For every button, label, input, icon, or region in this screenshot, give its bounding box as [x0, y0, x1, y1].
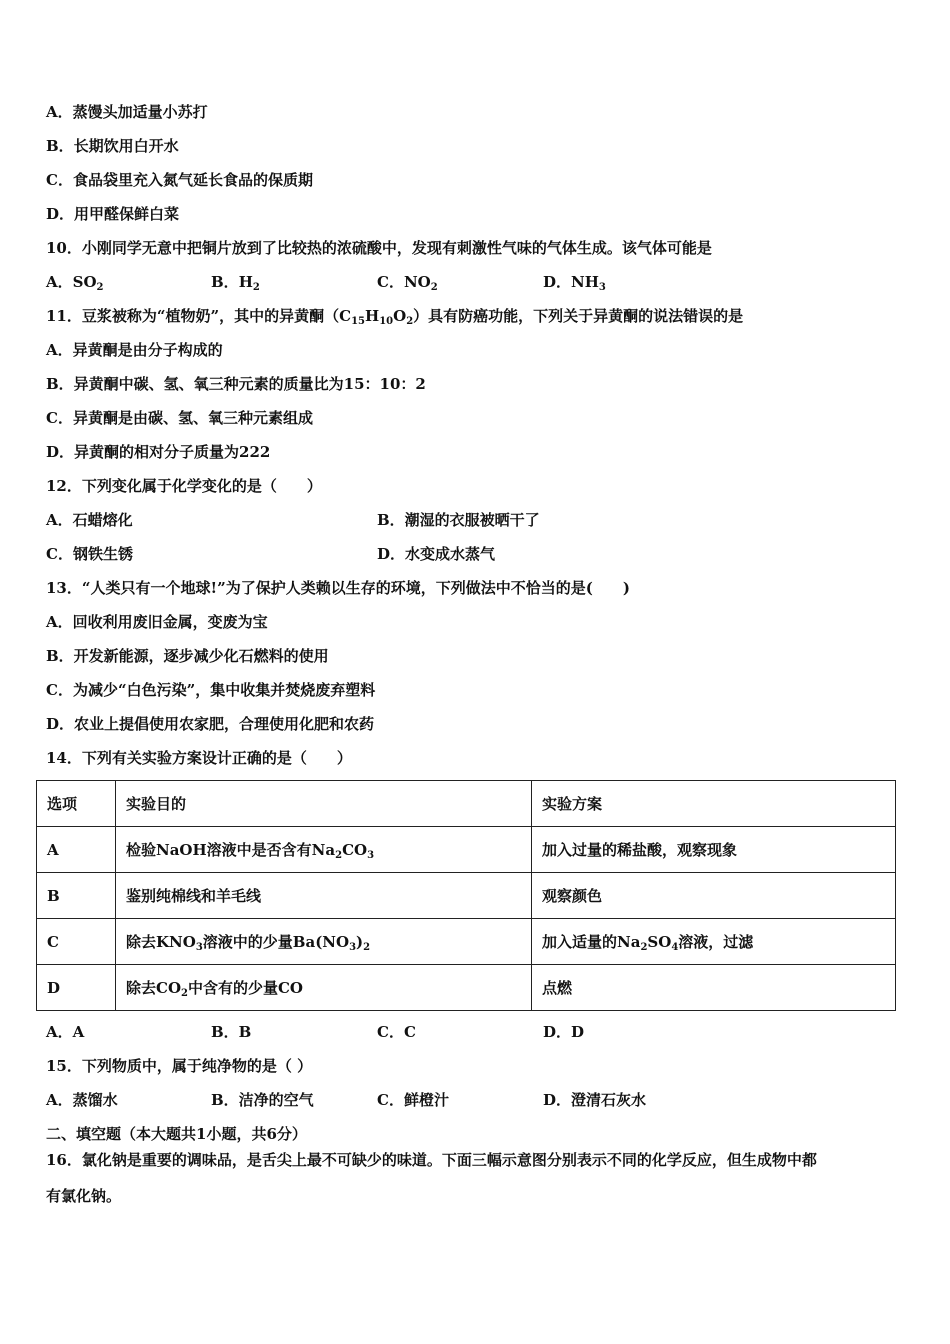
q11-stem: 11．豆浆被称为“植物奶”，其中的异黄酮$(C_{15}H_{10}O_2)$具有防癌功能，下列关于异黄酮的说法错误的是	[46, 307, 744, 327]
experiment-table	[36, 780, 896, 1011]
q9-option-d: D．用甲醛保鲜白菜	[46, 205, 180, 223]
q16-stem-line2: 有氯化钠。	[46, 1187, 122, 1205]
q13-option-c: C．为减少“白色污染”，集中收集并焚烧废弃塑料	[46, 681, 376, 699]
header-aim: 实验目的	[116, 781, 532, 827]
q12-option-c: C．钢铁生锈	[46, 545, 133, 563]
q13-stem: 13．“人类只有一个地球!”为了保护人类赖以生存的环境，下列做法中不恰当的是( )	[46, 579, 630, 597]
q15-stem: 15．下列物质中，属于纯净物的是（ ）	[46, 1057, 313, 1075]
table-row	[37, 919, 896, 965]
row-option: A	[37, 827, 116, 873]
q10-option-c: C．$NO_2$	[377, 273, 438, 293]
q9-option-b: B．长期饮用白开水	[46, 137, 179, 155]
q10-option-a: A．$SO_2$	[46, 273, 104, 293]
header-option: 选项	[37, 781, 116, 827]
row-plan: 点燃	[532, 965, 896, 1011]
table-row	[37, 965, 896, 1011]
q13-option-a: A．回收利用废旧金属，变废为宝	[46, 613, 268, 631]
q10-option-d: D．$NH_3$	[543, 273, 606, 293]
table-header-row	[37, 781, 896, 827]
q14-option-a: A．A	[46, 1023, 85, 1041]
q13-option-b: B．开发新能源，逐步减少化石燃料的使用	[46, 647, 329, 665]
q11-option-c: C．异黄酮是由碳、氢、氧三种元素组成	[46, 409, 313, 427]
table-row	[37, 873, 896, 919]
q14-option-c: C．C	[377, 1023, 416, 1041]
row-aim: 除去$KNO_3$溶液中的少量$Ba(NO_3)_2$	[116, 919, 532, 965]
q9-option-a: A．蒸馒头加适量小苏打	[46, 103, 208, 121]
row-plan: 加入适量的$Na_2SO_4$溶液，过滤	[532, 919, 896, 965]
row-option: C	[37, 919, 116, 965]
q16-stem-line1: 16．氯化钠是重要的调味品，是舌尖上最不可缺少的味道。下面三幅示意图分别表示不同的化学反应，但生成物中都	[46, 1151, 817, 1169]
q13-option-d: D．农业上提倡使用农家肥，合理使用化肥和农药	[46, 715, 375, 733]
header-plan: 实验方案	[532, 781, 896, 827]
q11-option-a: A．异黄酮是由分子构成的	[46, 341, 223, 359]
q14-option-b: B．B	[211, 1023, 252, 1041]
q12-option-a: A．石蜡熔化	[46, 511, 133, 529]
row-aim: 鉴别纯棉线和羊毛线	[116, 873, 532, 919]
q10-option-b: B．$H_2$	[211, 273, 260, 293]
table-row	[37, 827, 896, 873]
q10-stem: 10．小刚同学无意中把铜片放到了比较热的浓硫酸中，发现有刺激性气味的气体生成。该气体可能是	[46, 239, 712, 257]
row-option: D	[37, 965, 116, 1011]
q15-option-d: D．澄清石灰水	[543, 1091, 647, 1109]
q15-option-c: C．鲜橙汁	[377, 1091, 449, 1109]
q15-option-b: B．洁净的空气	[211, 1091, 314, 1109]
section-title: 二、填空题（本大题共1小题，共6分）	[46, 1125, 307, 1143]
q11-option-d: D．异黄酮的相对分子质量为222	[46, 443, 271, 461]
q12-option-b: B．潮湿的衣服被晒干了	[377, 511, 540, 529]
q9-option-c: C．食品袋里充入氮气延长食品的保质期	[46, 171, 313, 189]
q14-option-d: D．D	[543, 1023, 585, 1041]
q12-stem: 12．下列变化属于化学变化的是（ ）	[46, 477, 322, 495]
q12-option-d: D．水变成水蒸气	[377, 545, 496, 563]
q14-stem: 14．下列有关实验方案设计正确的是（ ）	[46, 749, 352, 767]
row-option: B	[37, 873, 116, 919]
q11-option-b: B．异黄酮中碳、氢、氧三种元素的质量比为15：10：2	[46, 375, 426, 393]
q15-option-a: A．蒸馏水	[46, 1091, 118, 1109]
row-plan: 加入过量的稀盐酸，观察现象	[532, 827, 896, 873]
row-aim: 检验NaOH溶液中是否含有$Na_2CO_3$	[116, 827, 532, 873]
row-plan: 观察颜色	[532, 873, 896, 919]
row-aim: 除去$CO_2$中含有的少量CO	[116, 965, 532, 1011]
